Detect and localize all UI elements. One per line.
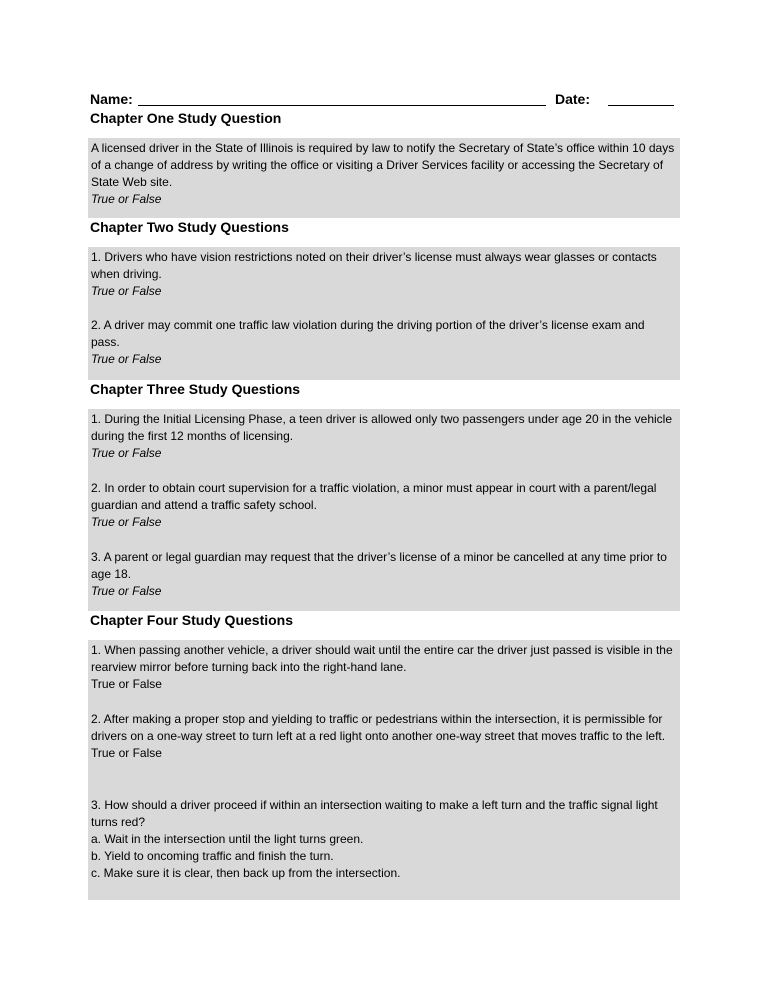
header: [88, 89, 680, 109]
question-text: 1. Drivers who have vision restrictions noted on their driver’s license must always wear glasses or contacts when driving.: [91, 250, 657, 281]
true-false-label: True or False: [91, 446, 162, 460]
true-false-label: True or False: [91, 192, 162, 206]
question-block: [91, 317, 675, 368]
question-block: [91, 249, 675, 300]
question-text: 3. A parent or legal guardian may request that the driver’s license of a minor be cancelled at any time prior to age 18.: [91, 550, 667, 581]
question-text: 2. In order to obtain court supervision for a traffic violation, a minor must appear in court with a parent/legal guardian and attend a traffic safety school.: [91, 481, 657, 512]
name-line: [138, 105, 546, 106]
true-false-label: True or False: [91, 584, 162, 598]
chapter-two-box: [88, 247, 680, 380]
date-line: [608, 105, 674, 106]
chapter-four-title: Chapter Four Study Questions: [90, 612, 294, 628]
question-text: 3. How should a driver proceed if within an intersection waiting to make a left turn and the traffic signal light turns red?: [91, 798, 658, 829]
question-block: [91, 140, 675, 208]
question-text: 1. During the Initial Licensing Phase, a teen driver is allowed only two passengers under age 20 in the vehicle during the first 12 months of licensing.: [91, 412, 673, 443]
question-text: 2. A driver may commit one traffic law violation during the driving portion of the driver’s license exam and pass.: [91, 318, 645, 349]
true-false-label: True or False: [91, 677, 162, 691]
question-block: [91, 711, 675, 762]
question-block: [91, 642, 675, 693]
question-text: 1. When passing another vehicle, a driver should wait until the entire car the driver just passed is visible in the rearview mirror before turning back into the right-hand lane.: [91, 643, 673, 674]
true-false-label: True or False: [91, 515, 162, 529]
true-false-label: True or False: [91, 352, 162, 366]
name-label: Name:: [90, 91, 133, 107]
chapter-one-title: Chapter One Study Question: [90, 110, 282, 126]
chapter-three-title: Chapter Three Study Questions: [90, 381, 301, 397]
chapter-two-title: Chapter Two Study Questions: [90, 219, 289, 235]
answer-option-b: b. Yield to oncoming traffic and finish the turn.: [91, 849, 334, 863]
true-false-label: True or False: [91, 746, 162, 760]
chapter-three-box: [88, 409, 680, 611]
question-text: A licensed driver in the State of Illinois is required by law to notify the Secretary of State’s office within 10 days of a change of address by writing the office or visiting a Driver Services facility or accessing the Secretary of State Web site.: [91, 141, 675, 189]
date-label: Date:: [555, 91, 591, 107]
true-false-label: True or False: [91, 284, 162, 298]
question-block: [91, 797, 675, 882]
chapter-one-box: [88, 138, 680, 218]
question-block: [91, 411, 675, 462]
question-text: 2. After making a proper stop and yielding to traffic or pedestrians within the intersection, it is permissible for drivers on a one-way street to turn left at a red light onto another one-way street that moves traffic to the left.: [91, 712, 666, 743]
question-block: [91, 480, 675, 531]
question-block: [91, 549, 675, 600]
answer-option-a: a. Wait in the intersection until the light turns green.: [91, 832, 364, 846]
answer-option-c: c. Make sure it is clear, then back up from the intersection.: [91, 866, 401, 880]
chapter-four-box: [88, 640, 680, 900]
